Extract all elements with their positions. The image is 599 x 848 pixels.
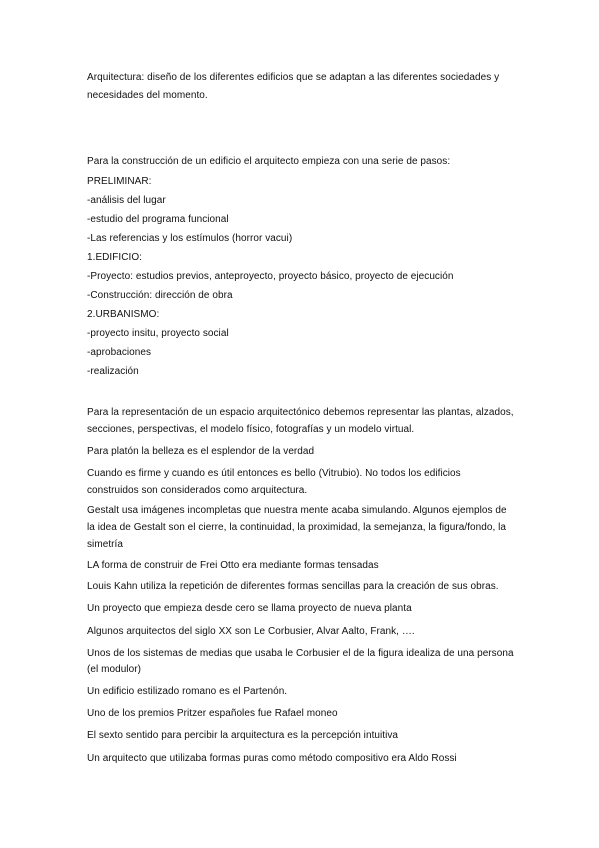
text-line: El sexto sentido para percibir la arquitectura es la percepción intuitiva (87, 730, 399, 741)
text-line: -realización (87, 366, 139, 377)
text-line: Para la construcción de un edificio el arquitecto empieza con una serie de pasos: (87, 156, 451, 167)
text-line: Para la representación de un espacio arquitectónico debemos representar las plantas, alzados, (87, 407, 514, 418)
text-line: 1.EDIFICIO: (87, 252, 143, 263)
text-line: -estudio del programa funcional (87, 214, 229, 225)
text-line: -aprobaciones (87, 347, 152, 358)
text-line: Cuando es firme y cuando es útil entonces es bello (Vitrubio). No todos los edificios (87, 468, 461, 479)
text-line: Algunos arquitectos del siglo XX son Le Corbusier, Alvar Aalto, Frank, …. (87, 626, 415, 637)
text-line: necesidades del momento. (87, 90, 208, 101)
text-line: Un proyecto que empieza desde cero se llama proyecto de nueva planta (87, 603, 412, 614)
text-line: Para platón la belleza es el esplendor de la verdad (87, 446, 315, 457)
text-line: (el modulor) (87, 664, 141, 675)
text-line: Gestalt usa imágenes incompletas que nuestra mente acaba simulando. Algunos ejemplos de (87, 505, 507, 516)
text-line: simetría (87, 539, 123, 550)
text-line: 2.URBANISMO: (87, 309, 160, 320)
text-line: -Construcción: dirección de obra (87, 290, 233, 301)
text-line: PRELIMINAR: (87, 176, 152, 187)
text-line: Arquitectura: diseño de los diferentes edificios que se adaptan a las diferentes sociedades y (87, 72, 500, 83)
text-line: la idea de Gestalt son el cierre, la continuidad, la proximidad, la semejanza, la figura/fondo, la (87, 522, 507, 533)
text-line: -análisis del lugar (87, 195, 166, 206)
text-line: Uno de los premios Pritzer españoles fue Rafael moneo (87, 708, 338, 719)
text-line: LA forma de construir de Frei Otto era mediante formas tensadas (87, 560, 379, 571)
text-line: construidos son considerados como arquitectura. (87, 485, 308, 496)
text-line: -proyecto insitu, proyecto social (87, 328, 229, 339)
text-line: Unos de los sistemas de medias que usaba le Corbusier el de la figura idealiza de una persona (87, 648, 514, 659)
text-line: -Proyecto: estudios previos, anteproyecto, proyecto básico, proyecto de ejecución (87, 271, 454, 282)
text-line: Un arquitecto que utilizaba formas puras como método compositivo era Aldo Rossi (87, 753, 457, 764)
text-line: Un edificio estilizado romano es el Partenón. (87, 686, 288, 697)
text-line: secciones, perspectivas, el modelo físico, fotografías y un modelo virtual. (87, 424, 415, 435)
text-line: Louis Kahn utiliza la repetición de diferentes formas sencillas para la creación de sus obras. (87, 581, 499, 592)
text-line: -Las referencias y los estímulos (horror vacui) (87, 233, 293, 244)
